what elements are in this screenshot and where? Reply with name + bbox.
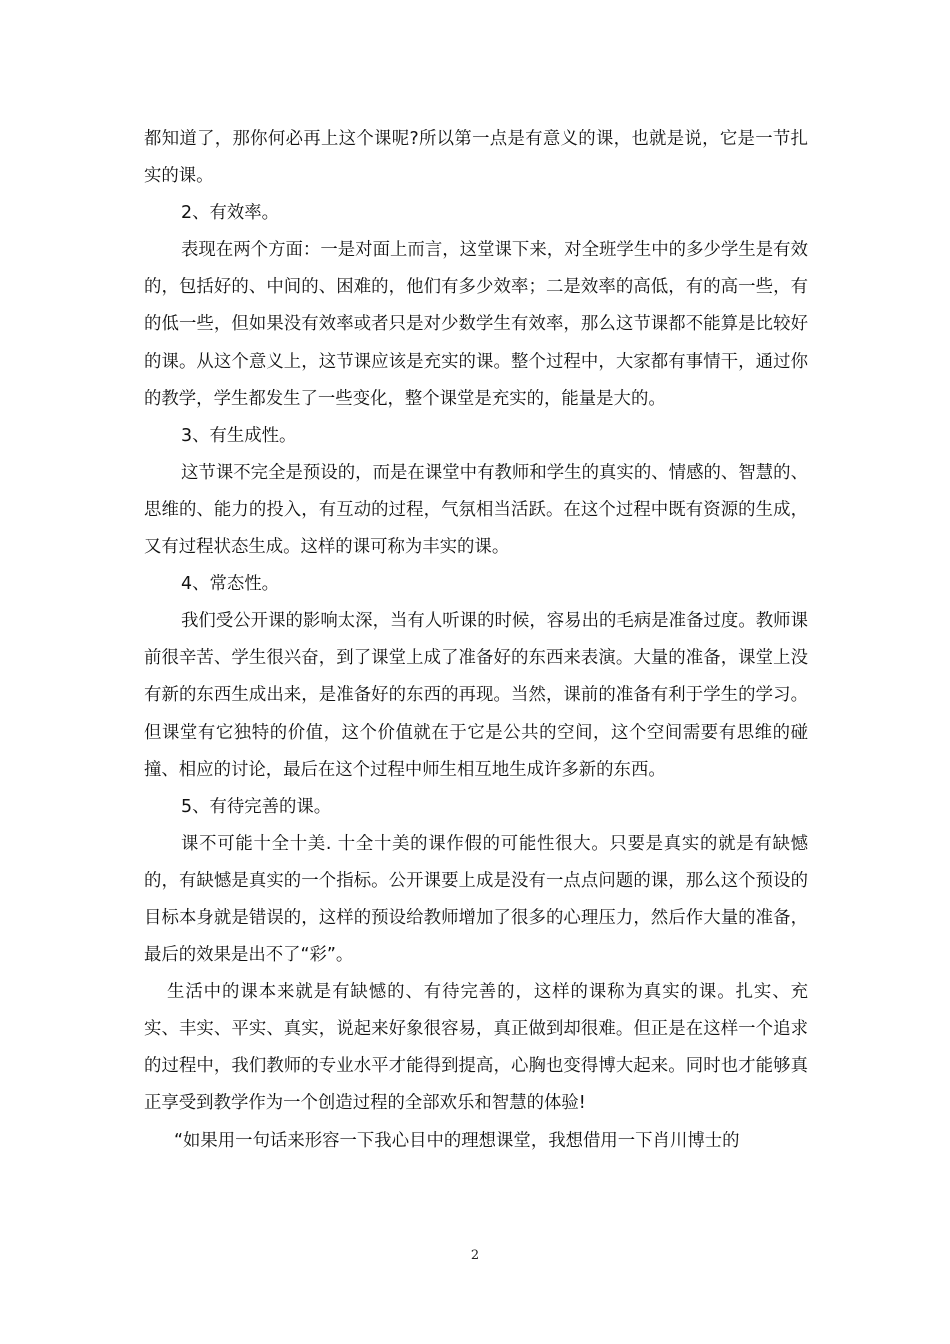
paragraph-efficiency: 表现在两个方面：一是对面上而言，这堂课下来，对全班学生中的多少学生是有效的，包括好的、中间的、困难的，他们有多少效率；二是效率的高低，有的高一些，有的低一些，但如果没有效率或者只是对少数学生有效率，那么这节课都不能算是比较好的课。从这个意义上，这节课应该是充实的课。整个过程中，大家都有事情干，通过你的教学，学生都发生了一些变化，整个课堂是充实的，能量是大的。	[144, 240, 808, 409]
page-number: 2	[470, 1248, 480, 1263]
paragraph-quote-start: “如果用一句话来形容一下我心目中的理想课堂，我想借用一下肖川博士的	[174, 1130, 740, 1151]
paragraph-imperfect-lesson: 课不可能十全十美. 十全十美的课作假的可能性很大。只要是真实的就是有缺憾的，有缺憾是真实的一个指标。公开课要上成是没有一点点问题的课，那么这个预设的目标本身就是错误的，这样的预设给教师增加了很多的心理压力，然后作大量的准备，最后的效果是出不了“彩”。	[144, 833, 808, 966]
heading-normality: 4、常态性。	[181, 574, 280, 595]
paragraph-continuation: 都知道了，那你何必再上这个课呢?所以第一点是有意义的课，也就是说，它是一节扎实的课。	[144, 129, 808, 187]
heading-generativity: 3、有生成性。	[181, 425, 297, 446]
paragraph-generativity: 这节课不完全是预设的，而是在课堂中有教师和学生的真实的、情感的、智慧的、思维的、能力的投入，有互动的过程，气氛相当活跃。在这个过程中既有资源的生成，又有过程状态生成。这样的课可称为丰实的课。	[144, 462, 808, 558]
document-body	[144, 121, 808, 1160]
paragraph-real-lesson: 生活中的课本来就是有缺憾的、有待完善的，这样的课称为真实的课。扎实、充实、丰实、平实、真实，说起来好象很容易，真正做到却很难。但正是在这样一个追求的过程中，我们教师的专业水平才能得到提高，心胸也变得博大起来。同时也才能够真正享受到教学作为一个创造过程的全部欢乐和智慧的体验!	[144, 982, 808, 1114]
heading-efficiency: 2、有效率。	[181, 203, 280, 224]
heading-imperfect-lesson: 5、有待完善的课。	[181, 796, 332, 817]
paragraph-normality: 我们受公开课的影响太深，当有人听课的时候，容易出的毛病是准备过度。教师课前很辛苦、学生很兴奋，到了课堂上成了准备好的东西来表演。大量的准备，课堂上没有新的东西生成出来，是准备好的东西的再现。当然，课前的准备有利于学生的学习。但课堂有它独特的价值，这个价值就在于它是公共的空间，这个空间需要有思维的碰撞、相应的讨论，最后在这个过程中师生相互地生成许多新的东西。	[144, 611, 808, 780]
